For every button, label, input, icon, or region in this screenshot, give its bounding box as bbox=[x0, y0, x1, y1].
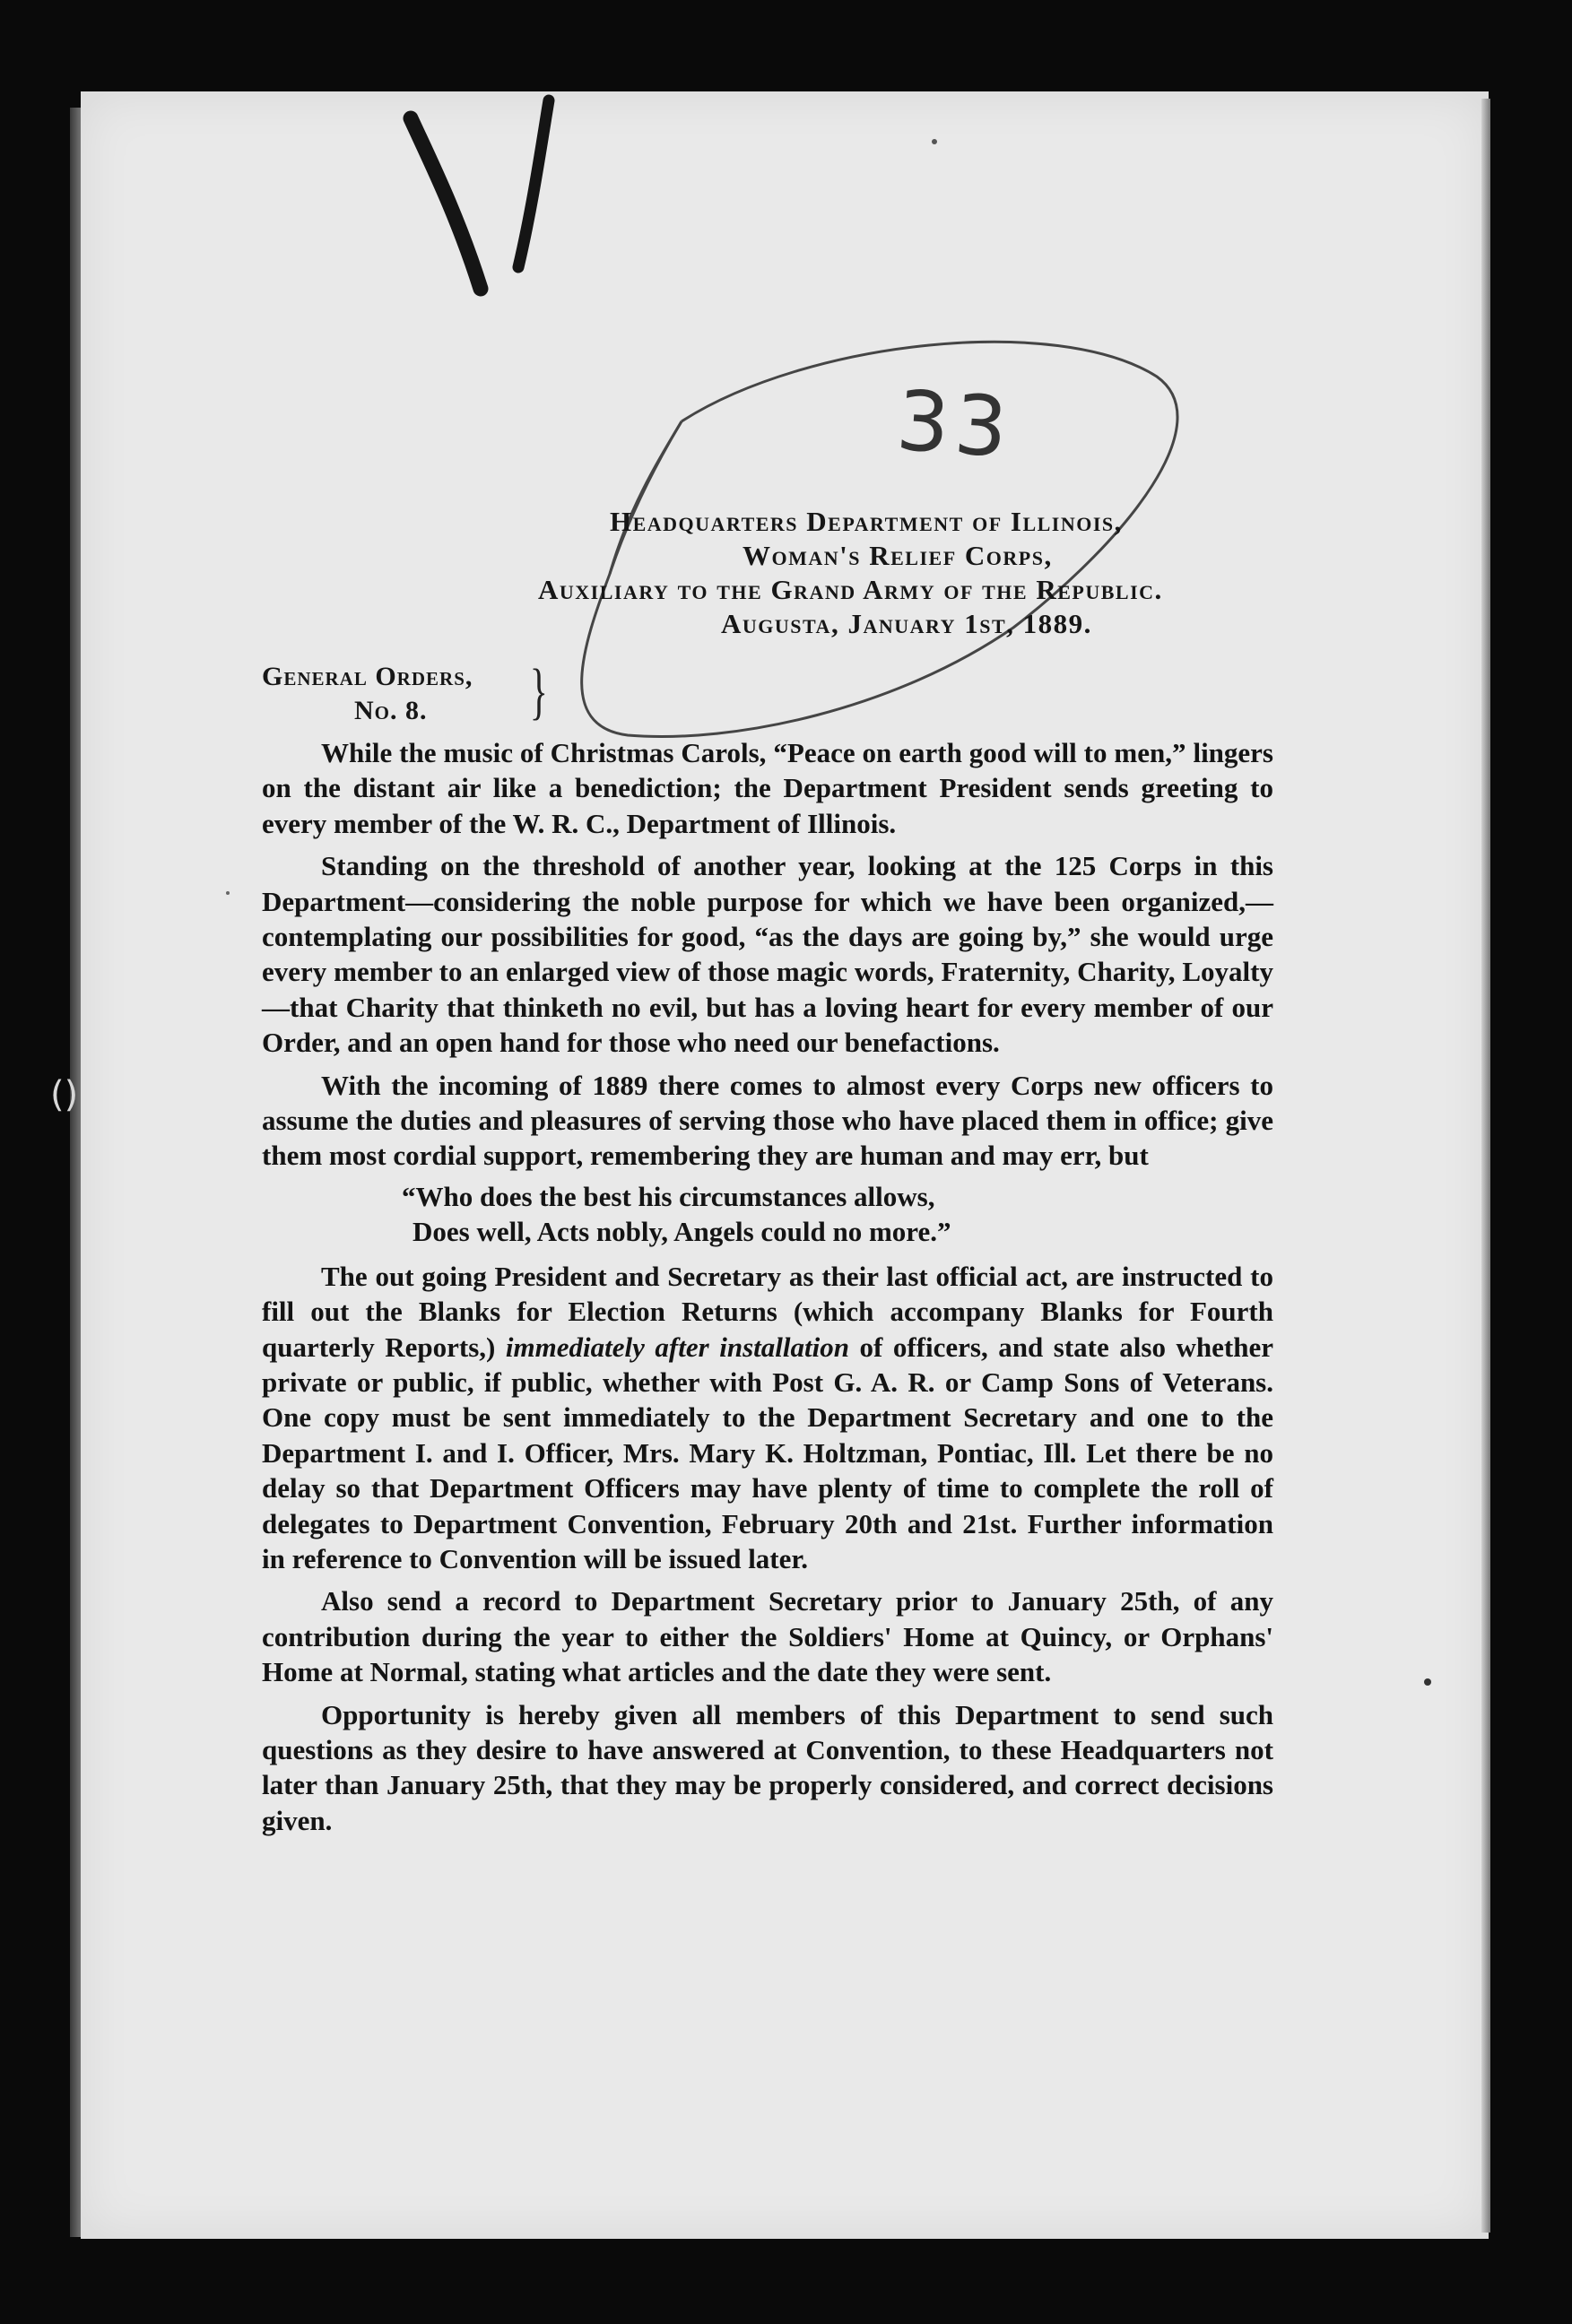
paper-speck bbox=[1424, 1678, 1431, 1686]
orders-brace: } bbox=[529, 657, 548, 726]
verse-line-2: Does well, Acts nobly, Angels could no more.” bbox=[413, 1216, 951, 1248]
election-returns-text-2: of officers, and state also whether private or public, if public, whether with Post G. A. R. or Camp Sons of Veterans. One copy must be sent immediately to the Department Secretary and one to the Department I. and I. Officer, Mrs. Mary K. Holtzman, Pontiac, Ill. Let there be no delay so that Department Officers may have plenty of time to complete the roll of delegates to Department Convention, February 20th and 21st. Further information in reference to Convention will be issued later. bbox=[262, 1331, 1273, 1574]
quoted-verse bbox=[402, 1179, 1273, 1250]
margin-mark: () bbox=[50, 1074, 79, 1115]
paragraph-greeting: While the music of Christmas Carols, “Peace on earth good will to men,” lingers on the distant air like a benediction; the Department President sends greeting to every member of the W. R. C., Department of Illinois. bbox=[262, 737, 1273, 839]
orders-number: No. 8. bbox=[354, 696, 428, 725]
document-body bbox=[262, 735, 1273, 1845]
election-returns-text-1: The out going President and Secretary as their last official act, are instructed to fill out the Blanks for Election Returns (which accompany Blanks for Fourth quarterly Reports,) bbox=[262, 1260, 1273, 1363]
heading-line-headquarters: Headquarters Department of Illinois, bbox=[610, 506, 1123, 537]
v-check-mark-right-stroke bbox=[518, 100, 549, 267]
paragraph-contribution-record: Also send a record to Department Secretary prior to January 25th, of any contribution during the year to either the Soldiers' Home at Quincy, or Orphans' Home at Normal, stating what articles and the date they were sent. bbox=[262, 1585, 1273, 1688]
v-check-mark-left-stroke bbox=[411, 118, 481, 289]
paragraph-convention-questions: Opportunity is hereby given all members of this Department to send such questions as they desire to have answered at Convention, to these Headquarters not later than January 25th, that they may be properly considered, and correct decisions given. bbox=[262, 1698, 1273, 1836]
heading-line-corps: Woman's Relief Corps, bbox=[743, 540, 1053, 571]
paper-speck bbox=[932, 139, 937, 144]
document-heading bbox=[529, 505, 1282, 641]
paragraph-new-officers: With the incoming of 1889 there comes to almost every Corps new officers to assume the duties and pleasures of serving those who have placed them in office; give them most cordial support, remembering they are human and may err, but bbox=[262, 1069, 1273, 1172]
general-orders-label bbox=[262, 659, 473, 731]
handwritten-page-number: 33 bbox=[893, 372, 1016, 477]
election-returns-emphasis: immediately after installation bbox=[505, 1331, 849, 1363]
heading-line-place-date: Augusta, January 1st, 1889. bbox=[721, 608, 1092, 639]
paragraph-new-year: Standing on the threshold of another year, looking at the 125 Corps in this Department—considering the noble purpose for which we have been organized,—contemplating our possibilities for good, “as the days are going by,” she would urge every member to an enlarged view of those magic words, Fraternity, Charity, Loyalty—that Charity that thinketh no evil, but has a loving heart for every member of our Order, and an open hand for those who need our benefactions. bbox=[262, 850, 1273, 1059]
heading-line-auxiliary: Auxiliary to the Grand Army of the Republic. bbox=[538, 574, 1163, 605]
verse-line-1: “Who does the best his circumstances allows, bbox=[402, 1180, 935, 1212]
paragraph-election-returns bbox=[262, 1259, 1273, 1577]
orders-title: General Orders, bbox=[262, 662, 473, 691]
paper-speck bbox=[226, 891, 230, 895]
